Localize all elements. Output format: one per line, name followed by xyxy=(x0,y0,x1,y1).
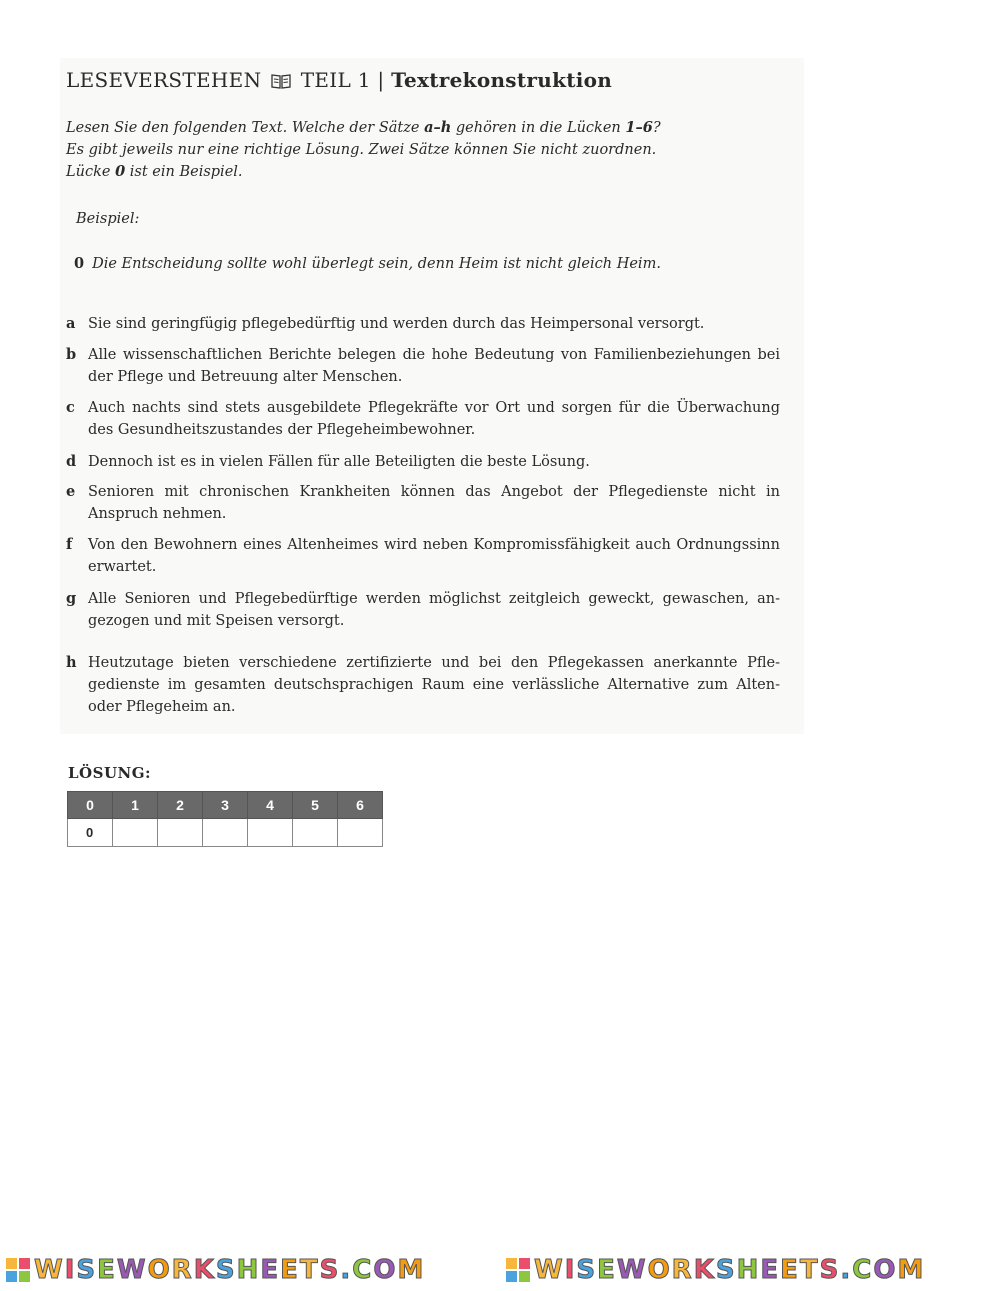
solution-header-row xyxy=(68,792,383,819)
solution-table xyxy=(67,791,383,847)
example-number: 0 xyxy=(74,255,85,272)
solution-header-cell: 3 xyxy=(203,792,248,819)
instruction-line-1: Lesen Sie den folgenden Text. Welche der Sätze a–h gehören in die Lücken 1–6? xyxy=(66,119,661,136)
option-letter: c xyxy=(66,399,75,416)
example-sentence xyxy=(74,255,661,272)
title-separator: | xyxy=(377,68,385,92)
option-c xyxy=(66,397,780,441)
instruction-line-2: Es gibt jeweils nur eine richtige Lösung. Zwei Sätze können Sie nicht zuordnen. xyxy=(66,142,657,158)
solution-header-cell: 0 xyxy=(68,792,113,819)
option-letter: d xyxy=(66,453,77,470)
option-letter: h xyxy=(66,654,77,671)
answer-cell-3[interactable] xyxy=(203,819,248,847)
brand-watermark xyxy=(6,1255,425,1285)
solution-header-cell: 1 xyxy=(113,792,158,819)
wise-logo-icon xyxy=(6,1258,30,1282)
solution-title: LÖSUNG: xyxy=(68,764,152,782)
option-h xyxy=(66,652,780,718)
book-icon xyxy=(271,73,291,89)
solution-header-cell: 6 xyxy=(338,792,383,819)
wise-logo-icon xyxy=(506,1258,530,1282)
option-b xyxy=(66,344,780,388)
solution-header-cell: 5 xyxy=(293,792,338,819)
option-text: Von den Bewohnern eines Altenheimes wird neben Kompromissfähigkeit auch Ordnungssinn erwartet. xyxy=(88,537,780,575)
answer-cell-6[interactable] xyxy=(338,819,383,847)
option-f xyxy=(66,534,780,578)
option-text: Heutzutage bieten verschiedene zertifizierte und bei den Pflegekassen anerkannte Pflegedienste im gesamten deutschsprachigen Raum eine verlässliche Alternative zum Alten- oder Pflegeheim an. xyxy=(88,655,780,715)
answer-cell-0: 0 xyxy=(68,819,113,847)
option-text: Auch nachts sind stets ausgebildete Pflegekräfte vor Ort und sorgen für die Überwachung des Gesundheitszustandes der Pflegeheimbewohner. xyxy=(88,400,780,438)
title-topic: Textrekonstruktion xyxy=(391,68,613,92)
example-text: Die Entscheidung sollte wohl überlegt sein, denn Heim ist nicht gleich Heim. xyxy=(92,256,661,272)
option-text: Senioren mit chronischen Krankheiten können das Angebot der Pflegedienste nicht in Anspruch nehmen. xyxy=(88,484,780,522)
option-g xyxy=(66,588,780,632)
page-title xyxy=(66,68,612,92)
option-letter: b xyxy=(66,346,77,363)
answer-cell-5[interactable] xyxy=(293,819,338,847)
brand-text: WISEWORKSHEETS.COM xyxy=(534,1255,926,1285)
brand-watermark xyxy=(506,1255,925,1285)
option-text: Alle wissenschaftlichen Berichte belegen die hohe Bedeutung von Familienbeziehungen bei der Pflege und Betreuung alter Menschen. xyxy=(88,347,780,385)
option-letter: f xyxy=(66,536,73,553)
option-a xyxy=(66,313,780,335)
answer-cell-2[interactable] xyxy=(158,819,203,847)
brand-text: WISEWORKSHEETS.COM xyxy=(34,1255,426,1285)
solution-header-cell: 2 xyxy=(158,792,203,819)
option-text: Alle Senioren und Pflegebedürftige werden möglichst zeitgleich geweckt, gewaschen, angezogen und mit Speisen versorgt. xyxy=(88,591,780,629)
solution-header-cell: 4 xyxy=(248,792,293,819)
answer-cell-4[interactable] xyxy=(248,819,293,847)
footer-watermark xyxy=(6,1255,996,1285)
option-text: Sie sind geringfügig pflegebedürftig und werden durch das Heimpersonal versorgt. xyxy=(88,316,705,332)
option-letter: a xyxy=(66,315,76,332)
title-section: LESEVERSTEHEN xyxy=(66,68,262,92)
option-text: Dennoch ist es in vielen Fällen für alle Beteiligten die beste Lösung. xyxy=(88,454,590,470)
answer-cell-1[interactable] xyxy=(113,819,158,847)
instructions xyxy=(66,117,661,183)
title-part: TEIL 1 xyxy=(300,68,371,92)
instruction-line-3: Lücke 0 ist ein Beispiel. xyxy=(66,163,243,180)
option-letter: e xyxy=(66,483,76,500)
option-letter: g xyxy=(66,590,77,607)
solution-answer-row xyxy=(68,819,383,847)
option-e xyxy=(66,481,780,525)
example-label: Beispiel: xyxy=(76,211,140,227)
option-d xyxy=(66,451,780,473)
